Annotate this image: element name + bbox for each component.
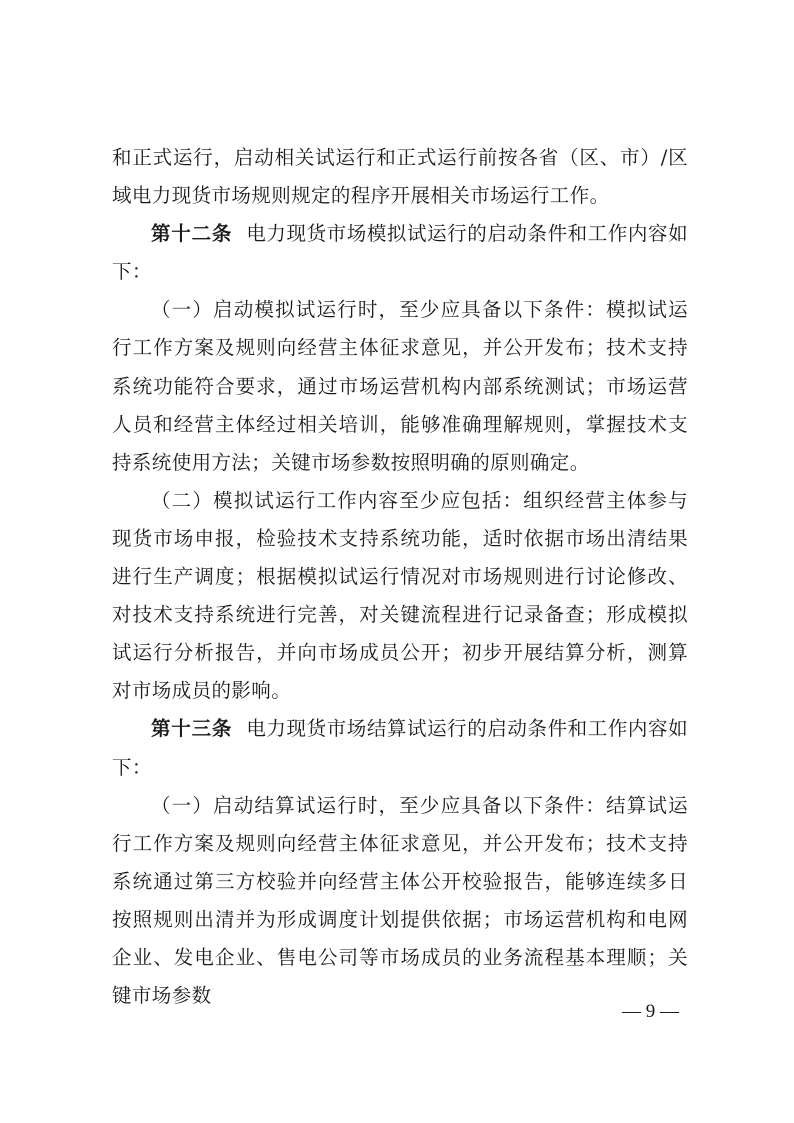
paragraph-text: （一）启动结算试运行时，至少应具备以下条件：结算试运行工作方案及规则向经营主体征求意见，并公开发布；技术支持系统通过第三方校验并向经营主体公开校验报告，能够连续多日按照规则出清并为形成调度计划提供依据；市场运营机构和电网企业、发电企业、售电公司等市场成员的业务流程基本理顺；关键市场参数 [112,793,688,1008]
paragraph-text: （一）启动模拟试运行时，至少应具备以下条件：模拟试运行工作方案及规则向经营主体征求意见，并公开发布；技术支持系统功能符合要求，通过市场运营机构内部系统测试；市场运营人员和经营主体经过相关培训，能够准确理解规则，掌握技术支持系统使用方法；关键市场参数按照明确的原则确定。 [112,298,688,474]
paragraph-text: 电力现货市场模拟试运行的启动条件和工作内容如下： [112,222,688,284]
article-12-item-2 [112,482,688,711]
article-heading: 第十二条 [151,222,233,246]
paragraph-continuation [112,139,688,215]
article-13 [112,710,688,786]
article-13-item-1 [112,787,688,1016]
article-12-item-1 [112,291,688,481]
article-12 [112,215,688,291]
paragraph-text: 和正式运行，启动相关试运行和正式运行前按各省（区、市）/区域电力现货市场规则规定的程序开展相关市场运行工作。 [112,146,688,208]
paragraph-text: 电力现货市场结算试运行的启动条件和工作内容如下： [112,717,688,779]
article-heading: 第十三条 [151,717,233,741]
page-number: — 9 — [622,1001,679,1022]
paragraph-text: （二）模拟试运行工作内容至少应包括：组织经营主体参与现货市场申报，检验技术支持系统功能，适时依据市场出清结果进行生产调度；根据模拟试运行情况对市场规则进行讨论修改、对技术支持系统进行完善，对关键流程进行记录备查；形成模拟试运行分析报告，并向市场成员公开；初步开展结算分析，测算对市场成员的影响。 [112,488,688,703]
document-body [112,139,688,1015]
